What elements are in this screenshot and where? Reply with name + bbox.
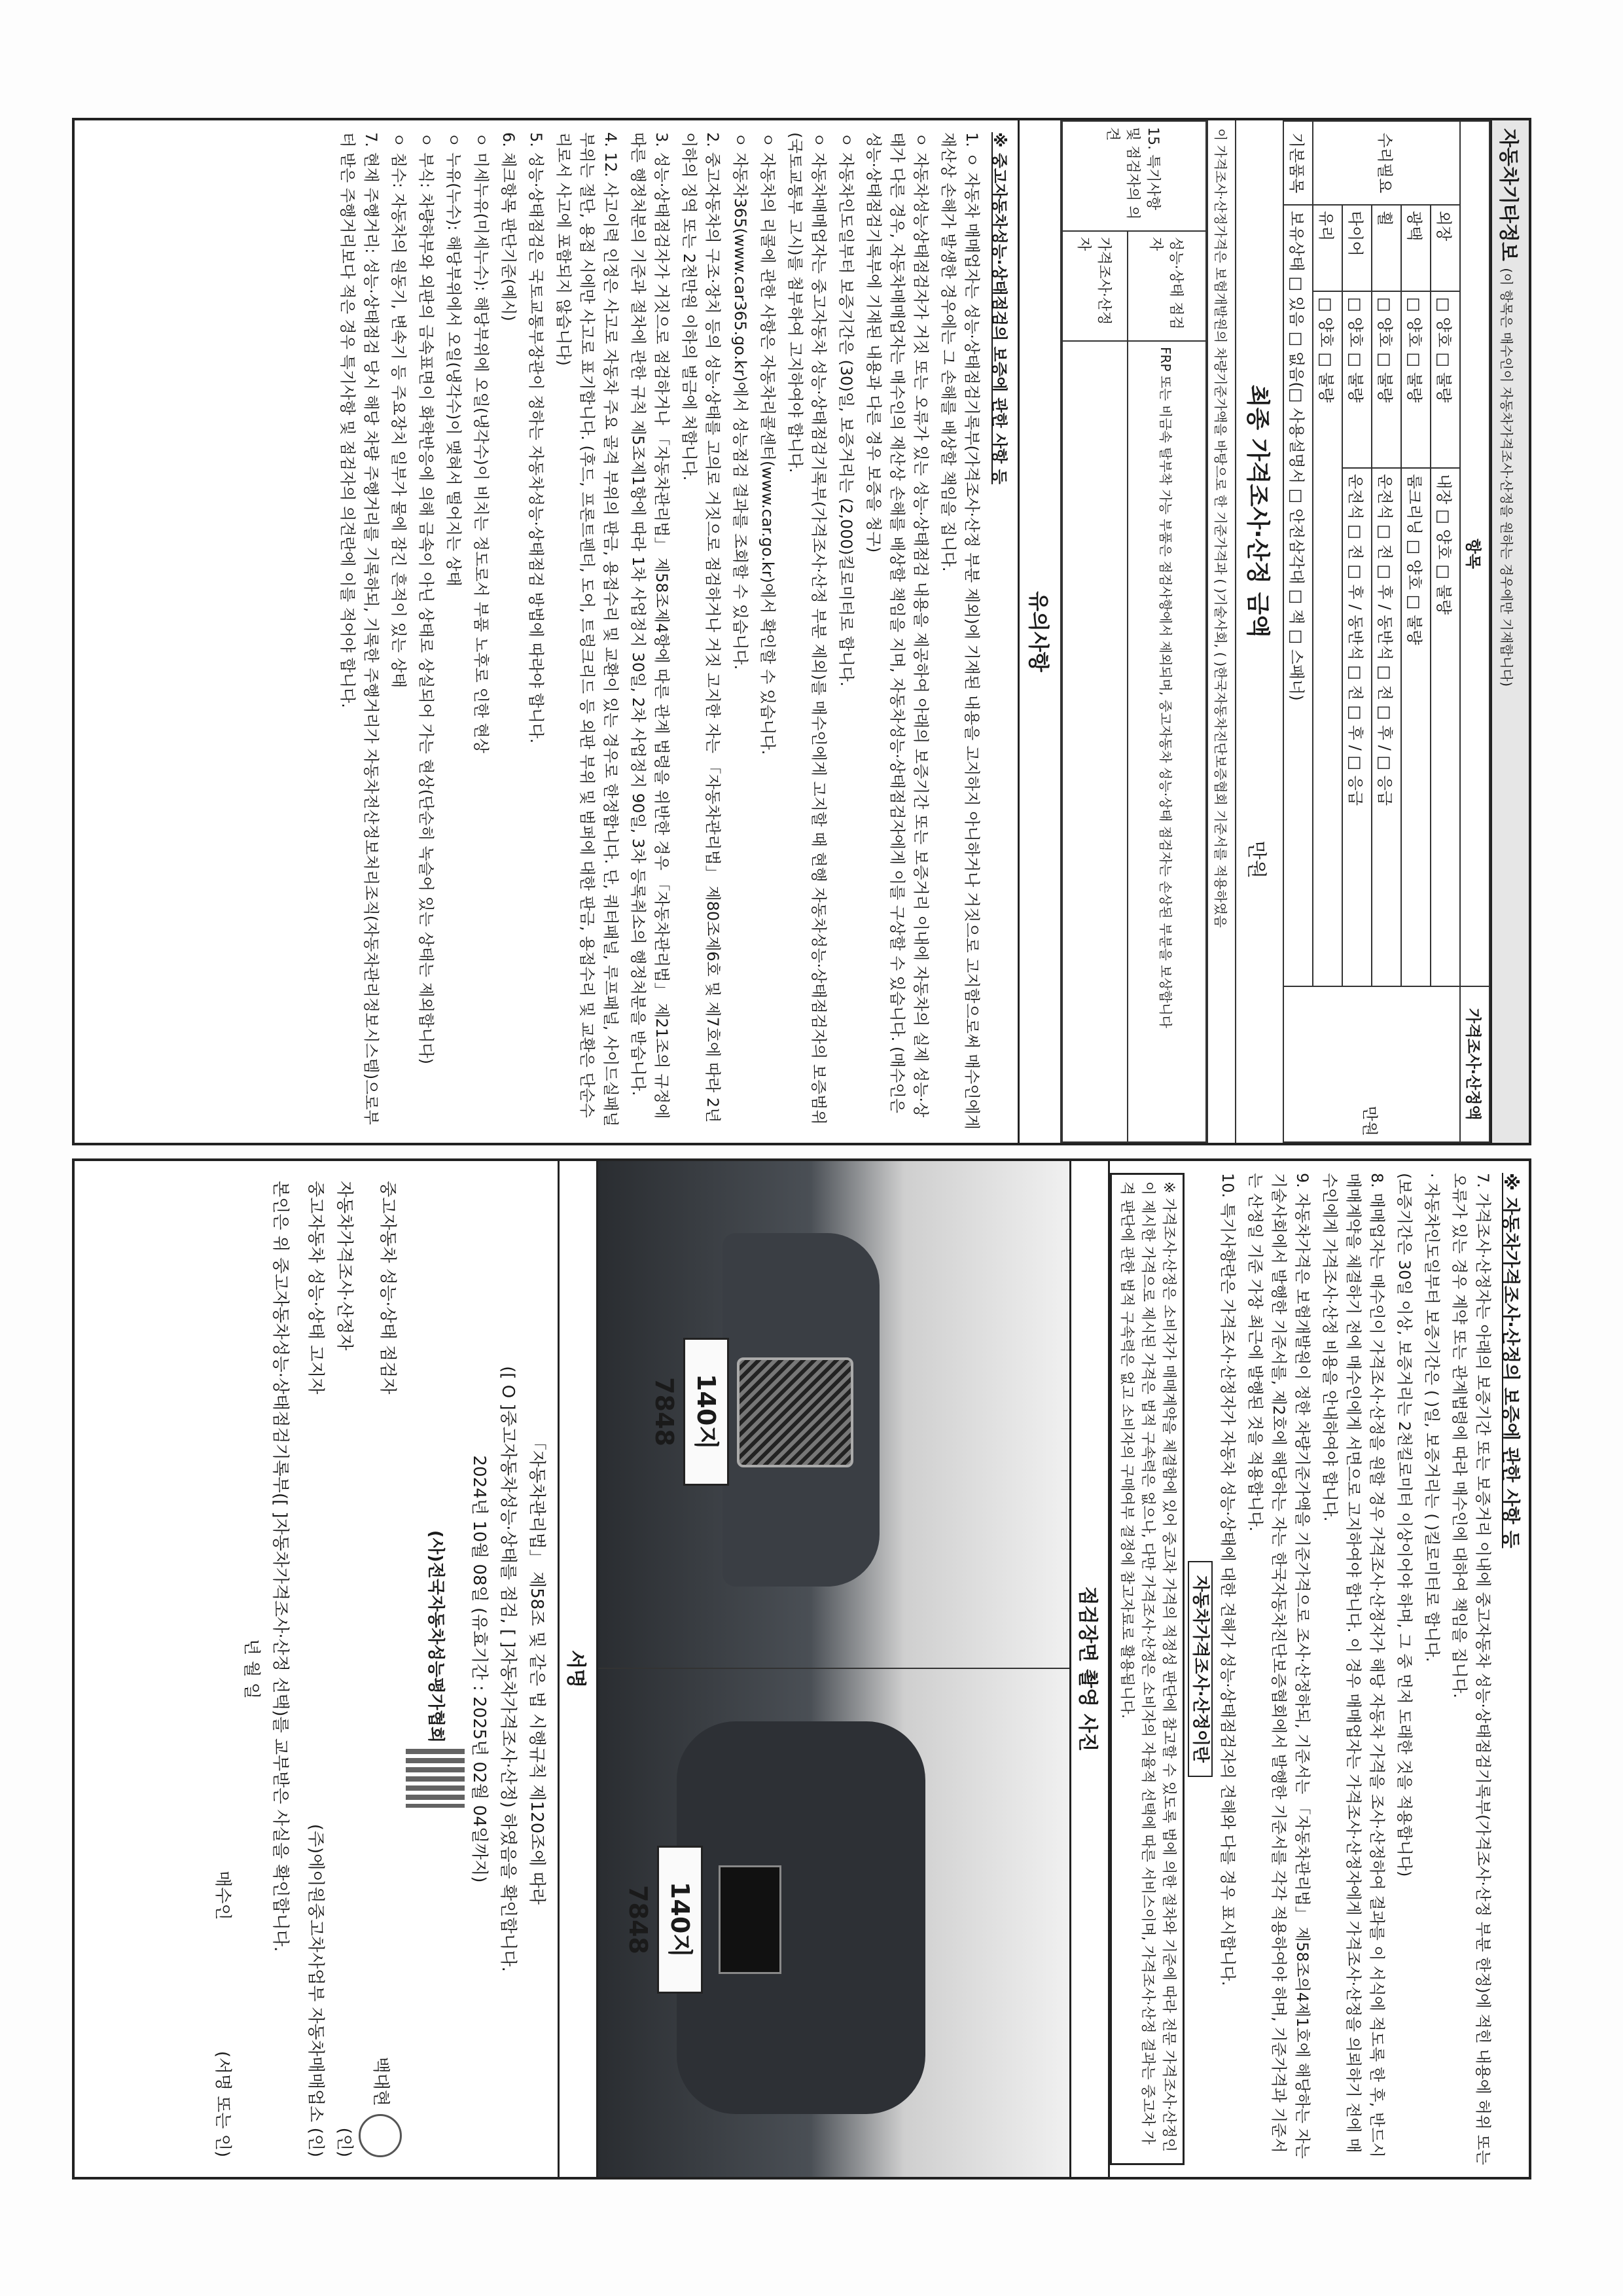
special-inspector: 성능·상태 점검자	[1128, 231, 1206, 341]
price-box-title: 자동차가격조사·산정이란	[1188, 1561, 1213, 1777]
appraisal-item: · 자동차인도일부터 보증기간은 ( )일, 보증거리는 ( )킬로미터로 합니다.	[1423, 1173, 1441, 1662]
sign-line2: ([ O ]중고자동차성능·상태를 점검, [ ]자동차가격조사·산정) 하였음을 확인합니다.	[498, 1366, 518, 1972]
note-item: ㅇ 자동차365(www.car365.go.kr)에서 성능점검 결과를 조회할 수 있습니다.	[731, 132, 749, 670]
final-price-title: 최종 가격조사·산정 금액	[1244, 384, 1271, 638]
sign-date: 2024년 10월 08일 (유효기간 : 2025년 02월 04일까지)	[469, 1455, 489, 1883]
note-item: ㅇ 부식: 차량하부와 외판의 금속표면이 화학반응에 의해 금속이 아닌 상태로 상실되어 가는 현상(단순히 녹슬어 있는 상태는 제외합니다)	[417, 132, 435, 1064]
other-info-header	[1490, 120, 1529, 1143]
appraisal-heading: ※ 자동차가격조사·산정의 보증에 관한 사항 등	[1500, 1173, 1522, 1549]
note-item: ㅇ 자동차성능상태점검자가 거짓 또는 오류가 있는 성능·상태점검 내용을 제공하여 아래의 보증기간 또는 보증거리 이내에 자동차의 실제 성능·상태가 다른 경우, 자동차매매업자는 매수인의 재산상 손해를 배상할 책임을 지며, 자동차성능·상태점검자에게 이를 구상할 수 있습니다. (매수인은 성능·상태점검기록부에 기재된 내용과 다른 경우 보증을 청구)	[865, 132, 930, 1118]
signer1-name: 백대현	[359, 2057, 402, 2157]
note-item: ㅇ 자동차인도일부터 보증기간은 (30)일, 보증거리는 (2,000)킬로미터로 합니다.	[837, 132, 855, 687]
signature-title: 서명	[558, 1161, 596, 2177]
row-name: 외장	[1431, 205, 1460, 291]
other-info-title: 자동차기타정보	[1497, 128, 1520, 261]
row-name: 휠	[1372, 205, 1401, 291]
row-opts[interactable]: □ 양호 □ 불량	[1313, 291, 1342, 986]
signer3-role: 중고자동차 성능·상태 고지자	[306, 1181, 325, 1395]
appraisal-item: (보증기간은 30일 이상, 보증거리는 2천킬로미터 이상이어야 하며, 그 중 먼저 도래한 것을 적용합니다)	[1395, 1173, 1414, 1877]
price-box-text: ※ 가격조사·산정은 소비자가 매매계약을 체결함에 있어 중고차 가격의 적정성 판단에 참고할 수 있도록 법에 의한 절차와 기준에 따라 전문 가격조사·산정인이 제시한 가격으로 제시된 가격은 법적 구속력은 없으나, 다만 가격조사·산정은 소비자의 자율적 선택에 따른 서비스이며, 가격조사·산정 결과는 중고차 가격 판단에 관한 법적 구속력은 없고 소비자의 구매여부 결정에 참고자료로 활용됩니다.	[1110, 1173, 1185, 2165]
appraisal-item: 10. 특기사항란은 가격조사·산정자가 자동차 성능·상태에 대한 견해가 성능·상태점검자의 견해와 다를 경우 표시합니다.	[1219, 1173, 1237, 1986]
basic-label: 기본품목	[1283, 121, 1313, 205]
appraisal-guarantee-section	[72, 1158, 1531, 2179]
note-item: ㅇ 자동차매매업자는 중고자동차 성능·상태점검기록부(가격조사·산정 부분 제외)를 매수인에게 고지할 때 현행 자동차성능·상태점검자의 보증범위(국토교통부 고시)를 첨부하여 고지하여야 합니다.	[786, 132, 828, 1125]
signer1-row	[359, 1181, 402, 2157]
official-seal-icon	[359, 2114, 402, 2157]
row-name: 유리	[1313, 205, 1342, 291]
note-item: 3. 성능·상태점검자가 거짓으로 점검하거나 「자동차관리법」 제58조제4항에 따른 관계 법령을 위반한 경우 「자동차관리법」 제21조의 규정에 따른 행정처분의 기준과 절차에 관한 규칙 제5조제1항에 따라 1차 사업정지 30일, 2차 사업정지 90일, 3차 등록취소의 행정처분을 받습니다.	[629, 132, 671, 1119]
signer1-role: 중고자동차 성능·상태 점검자	[378, 1181, 397, 1395]
special-label: 15. 특기사항 및 점검자의 의견	[1062, 121, 1206, 231]
sign-org: (사)전국자동차성능평가협회	[406, 1181, 465, 2157]
car-grille-shape	[719, 1865, 781, 1974]
signer2-row	[330, 1181, 359, 2157]
note-item: 4. 12. 사고이력 인정은 사고로 자동차 주요 골격 부위의 판금, 용접수리 및 교환이 있는 경우로 한정합니다. 단, 쿼터패널, 루프패널, 사이드실패널 부위는 절단, 용접 시에만 사고로 표기합니다. (후드, 프론트펜더, 도어, 트렁크리드 등 외판 부위 및 범퍼에 대한 판금, 용접수리 및 교환은 단순수리로서 사고에 포함되지 않습니다)	[554, 132, 620, 1127]
signer3-name: (주)에이원중고차사업부 자동차매매업소 (인)	[306, 1823, 325, 2157]
buyer-line: 본인은 위 중고자동차성능·상태점검기록부([ ]자동차가격조사·산정 선택)를 교부받은 사실을 확인합니다.	[270, 1181, 290, 1952]
row-name2: 내장 □ 양호 □ 불량	[1431, 468, 1460, 986]
col-item: 항목	[1460, 121, 1489, 986]
row-opts[interactable]: □ 양호 □ 불량	[1431, 291, 1460, 468]
other-info-subtitle: (이 항목은 매수인이 자동차가격조사·산정을 원하는 경우에만 기재합니다)	[1499, 268, 1514, 687]
note-item: 1. ㅇ 자동차 매매업자는 성능·상태점검기록부(가격조사·산정 부분 제외)에 기재된 내용을 고지하지 아니하거나 거짓으로 고지함으로써 매수인에게 재산상 손해가 발생한 경우에는 그 손해를 배상할 책임을 집니다.	[939, 132, 981, 1130]
notes-heading: ※ 중고자동차성능·상태점검의 보증에 관한 사항 등	[990, 132, 1008, 484]
appraisal-notes	[1110, 1161, 1529, 2177]
row-opts[interactable]: □ 양호 □ 불량	[1342, 291, 1372, 468]
note-item: 5. 성능·상태점검은 국토교통부장관이 정하는 자동차성능·상태점검 방법에 따라야 합니다.	[527, 132, 545, 744]
row-name2[interactable]: 운전석 □ 전 □ 후 / 동반석 □ 전 □ 후 / □ 응급	[1372, 468, 1401, 986]
qr-code-icon	[406, 1749, 465, 1808]
special-appraiser: 가격조사·산정자	[1062, 231, 1128, 341]
row-opts[interactable]: □ 양호 □ 불량	[1372, 291, 1401, 468]
sign-line1: 「자동차관리법」 제58조 및 같은 법 시행규칙 제120조에 따라	[527, 1433, 546, 1905]
final-price-unit: 만원	[1245, 840, 1268, 879]
note-item: 7. 현재 주행거리: 성능·상태점검 당시 해당 차량 주행거리를 기록하되, 기록한 주행거리가 자동차전산정보처리조직(자동차관리정보시스템)으로부터 받은 주행거리보다 적은 경우 특기사항 및 점검자의 의견란에 이를 적어야 합니다.	[338, 132, 380, 1125]
repair-table	[1283, 120, 1490, 1143]
car-body-shape	[677, 1721, 925, 2114]
buyer-sign[interactable]: (서명 또는 인)	[213, 2051, 232, 2157]
signer2-role: 자동차가격조사·산정자	[334, 1181, 354, 1351]
row-name2: 룸크리닝 □ 양호 □ 불량	[1401, 468, 1431, 986]
row-name2[interactable]: 운전석 □ 전 □ 후 / 동반석 □ 전 □ 후 / □ 응급	[1342, 468, 1372, 986]
note-item: ㅇ 미세누유(미세누수): 해당부위에 오일(냉각수)이 비치는 정도로서 부품 노후로 인한 현상	[472, 132, 490, 753]
buyer-label: 매수인	[213, 1871, 232, 1920]
row-name: 타이어	[1342, 205, 1372, 291]
basic-row[interactable]: 보유상태 □ 있음 □ 없음(□ 사용설명서 □ 안전삼각대 □ 잭 □ 스패너)	[1283, 205, 1313, 986]
appraisal-item: 9. 자동차가격은 보험개발원이 정한 차량기준가액을 기준가격으로 조사·산정하되, 기준서는 「자동차관리법」 제58조의4제1호에 해당하는 자는 기술사회에서 발행한 기준서를, 제2호에 해당하는 자는 한국자동차진단보증협회에서 발행한 기준서를 각각 적용하여야 하며, 기준가격과 기준서는 산정일 기준 가장 최근에 발행된 것을 적용합니다.	[1246, 1173, 1311, 2159]
row-opts[interactable]: □ 양호 □ 불량	[1401, 291, 1431, 468]
signer3-row	[301, 1181, 330, 2157]
appraisal-item: 7. 가격조사·산정자는 아래의 보증기간 또는 보증거리 이내에 중고자동차 성능·상태점검기록부(가격조사·산정 부분 한정)에 적힌 내용에 허위 또는 오류가 있는 경우 계약 또는 관계법령에 따라 매수인에 대하여 책임을 집니다.	[1450, 1173, 1492, 2165]
buyer-row	[208, 1181, 237, 2157]
note-item: ㅇ 자동차의 리콜에 관한 사항은 자동차리콜센터(www.car.go.kr)에서 확인할 수 있습니다.	[758, 132, 777, 755]
special-table	[1061, 120, 1207, 1143]
note-item: ㅇ 침수: 자동차의 원동기, 변속기 등 주요장치 일부가 물에 잠긴 흔적이 있는 상태	[389, 132, 408, 689]
photo-front-right	[598, 1669, 1069, 2177]
special-note[interactable]: FRP 또는 비금속 탈부착 가능 부품은 점검사항에서 제외되며, 중고자동차 성능·상태 점검자는 손상된 부분을 보상합니다	[1128, 341, 1206, 1142]
appraisal-item: 8. 매매업자는 매수인이 가격조사·산정을 원할 경우 가격조사·산정자가 해당 자동차 가격을 조사·산정하여 결과를 이 서식에 적도록 한 후, 반드시 매매계약을 체결하기 전에 매수인에게 서면으로 고지하여야 합니다. 이 경우 매매업자는 가격조사·산정자에게 가격조사·산정을 의뢰하기 전에 매수인에게 가격조사·산정 비용을 안내하여야 합니다.	[1321, 1173, 1386, 2158]
special-appraiser-note[interactable]	[1062, 341, 1128, 1142]
vehicle-other-info-section	[72, 118, 1531, 1145]
notes-body	[325, 120, 1018, 1143]
final-price-note: 이 가격조사·산정가격은 보험개발원의 차량기준가액을 바탕으로 한 기준가격과 ( )기술사회, ( )한국자동차진단보증협회 기준서를 적용하였음	[1207, 120, 1235, 1143]
signer2-seal[interactable]: (인)	[334, 2127, 354, 2157]
car-grille-shape	[737, 1357, 853, 1467]
notes-title: 유의사항	[1018, 120, 1061, 1143]
buyer-date[interactable]: 년 월 일	[241, 1639, 261, 1699]
price-cell: 만원	[1283, 986, 1460, 1142]
photo-front-left	[598, 1161, 1069, 1669]
note-item: 2. 중고자동차의 구조·장치 등의 성능·상태를 고의로 거짓으로 점검하거나 거짓 고지한 자는 「자동차관리법」 제80조제6호 및 제7호에 따라 2년 이하의 징역 또는 2천만원 이하의 벌금에 처합니다.	[680, 132, 722, 1123]
repair-label: 수리필요	[1313, 121, 1460, 205]
photo-title: 점검장면 촬영 사진	[1069, 1161, 1110, 2177]
signature-area	[202, 1161, 558, 2177]
inspection-photos	[596, 1161, 1069, 2177]
note-item: 6. 체크항목 판단기준(예시)	[499, 132, 518, 321]
license-plate: 140지7848	[683, 1338, 729, 1486]
note-item: ㅇ 누유(누수): 해당부위에서 오일(냉각수)이 맺혀서 떨어지는 상태	[444, 132, 463, 587]
license-plate: 140지7848	[657, 1846, 703, 1994]
row-name: 광택	[1401, 205, 1431, 291]
final-price-row	[1235, 120, 1283, 1143]
col-price: 가격조사·산정액	[1460, 986, 1489, 1142]
